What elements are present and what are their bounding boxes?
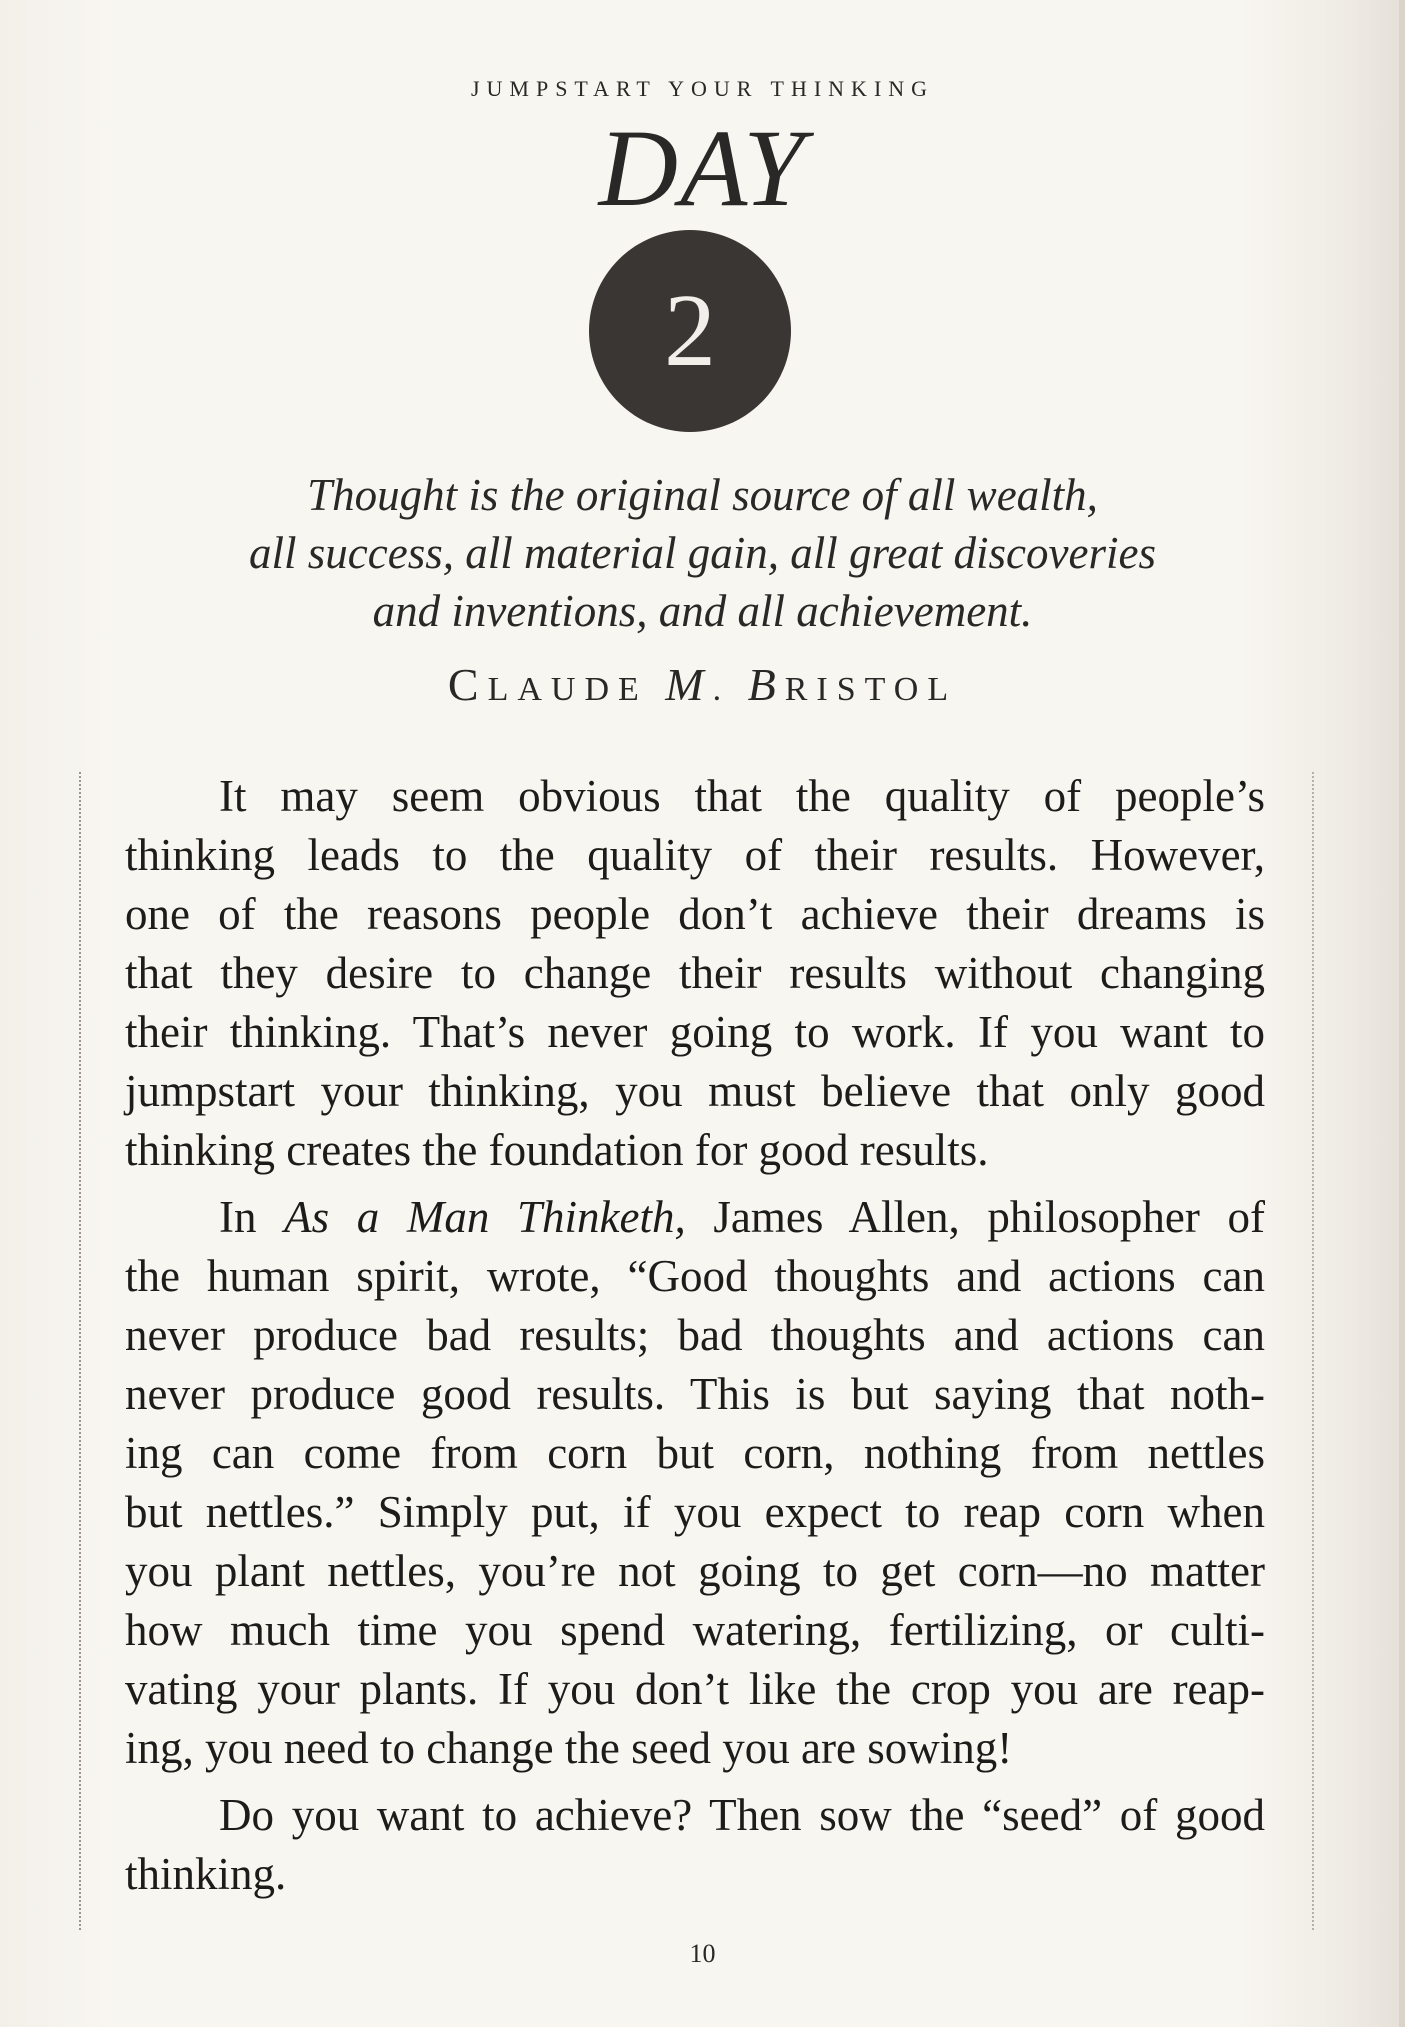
text-fragment: James Allen, philosopher of bbox=[685, 1192, 1265, 1242]
attribution-text: . bbox=[712, 671, 731, 708]
left-margin-rule bbox=[79, 772, 81, 1930]
text-line: never produce good results. This is but saying that noth- bbox=[125, 1369, 1265, 1419]
text-line: one of the reasons people don’t achieve their dreams is bbox=[125, 889, 1265, 939]
text-line: thinking. bbox=[125, 1849, 287, 1899]
text-line: vating your plants. If you don’t like the crop you are reap- bbox=[125, 1664, 1265, 1714]
day-heading: DAY bbox=[598, 107, 807, 229]
day-number: 2 bbox=[664, 273, 716, 388]
text-line: you plant nettles, you’re not going to get corn—no matter bbox=[125, 1546, 1265, 1596]
attribution-initial: M bbox=[665, 659, 713, 710]
text-line: never produce bad results; bad thoughts and actions can bbox=[125, 1310, 1265, 1360]
text-line: how much time you spend watering, fertilizing, or culti- bbox=[125, 1605, 1265, 1655]
text-line: ing can come from corn but corn, nothing from nettles bbox=[125, 1428, 1265, 1478]
paragraph bbox=[125, 767, 1265, 1180]
text-fragment: In bbox=[219, 1192, 285, 1242]
attribution-text: RISTOL bbox=[784, 671, 958, 708]
text-line: Do you want to achieve? Then sow the “seed” of good bbox=[219, 1790, 1265, 1840]
epigraph-quote bbox=[150, 466, 1255, 640]
right-margin-rule bbox=[1312, 772, 1314, 1930]
quote-line: all success, all material gain, all great discoveries bbox=[249, 528, 1156, 578]
text-line: It may seem obvious that the quality of people’s bbox=[219, 771, 1265, 821]
text-line: jumpstart your thinking, you must believe that only good bbox=[125, 1066, 1265, 1116]
quote-line: and inventions, and all achievement. bbox=[372, 586, 1033, 636]
text-line: the human spirit, wrote, “Good thoughts and actions can bbox=[125, 1251, 1265, 1301]
quote-line: Thought is the original source of all wealth, bbox=[307, 470, 1098, 520]
text-line: ing, you need to change the seed you are sowing! bbox=[125, 1723, 1013, 1773]
attribution-initial: B bbox=[747, 659, 785, 710]
text-line: but nettles.” Simply put, if you expect to reap corn when bbox=[125, 1487, 1265, 1537]
paragraph bbox=[125, 1786, 1265, 1904]
body-text bbox=[125, 767, 1265, 1904]
page-number: 10 bbox=[689, 1939, 716, 1968]
text-line: that they desire to change their results without changing bbox=[125, 948, 1265, 998]
quote-attribution bbox=[0, 658, 1405, 711]
attribution-initial: C bbox=[447, 659, 488, 710]
text-line bbox=[125, 1188, 1265, 1247]
page-edge-shadow bbox=[1399, 0, 1405, 2027]
book-title: As a Man Thinketh, bbox=[284, 1192, 686, 1242]
text-line: thinking creates the foundation for good results. bbox=[125, 1125, 989, 1175]
paragraph bbox=[125, 1188, 1265, 1778]
running-head: JUMPSTART YOUR THINKING bbox=[470, 76, 935, 101]
text-line: thinking leads to the quality of their results. However, bbox=[125, 830, 1265, 880]
text-line: their thinking. That’s never going to work. If you want to bbox=[125, 1007, 1265, 1057]
attribution-text: LAUDE bbox=[487, 671, 648, 708]
